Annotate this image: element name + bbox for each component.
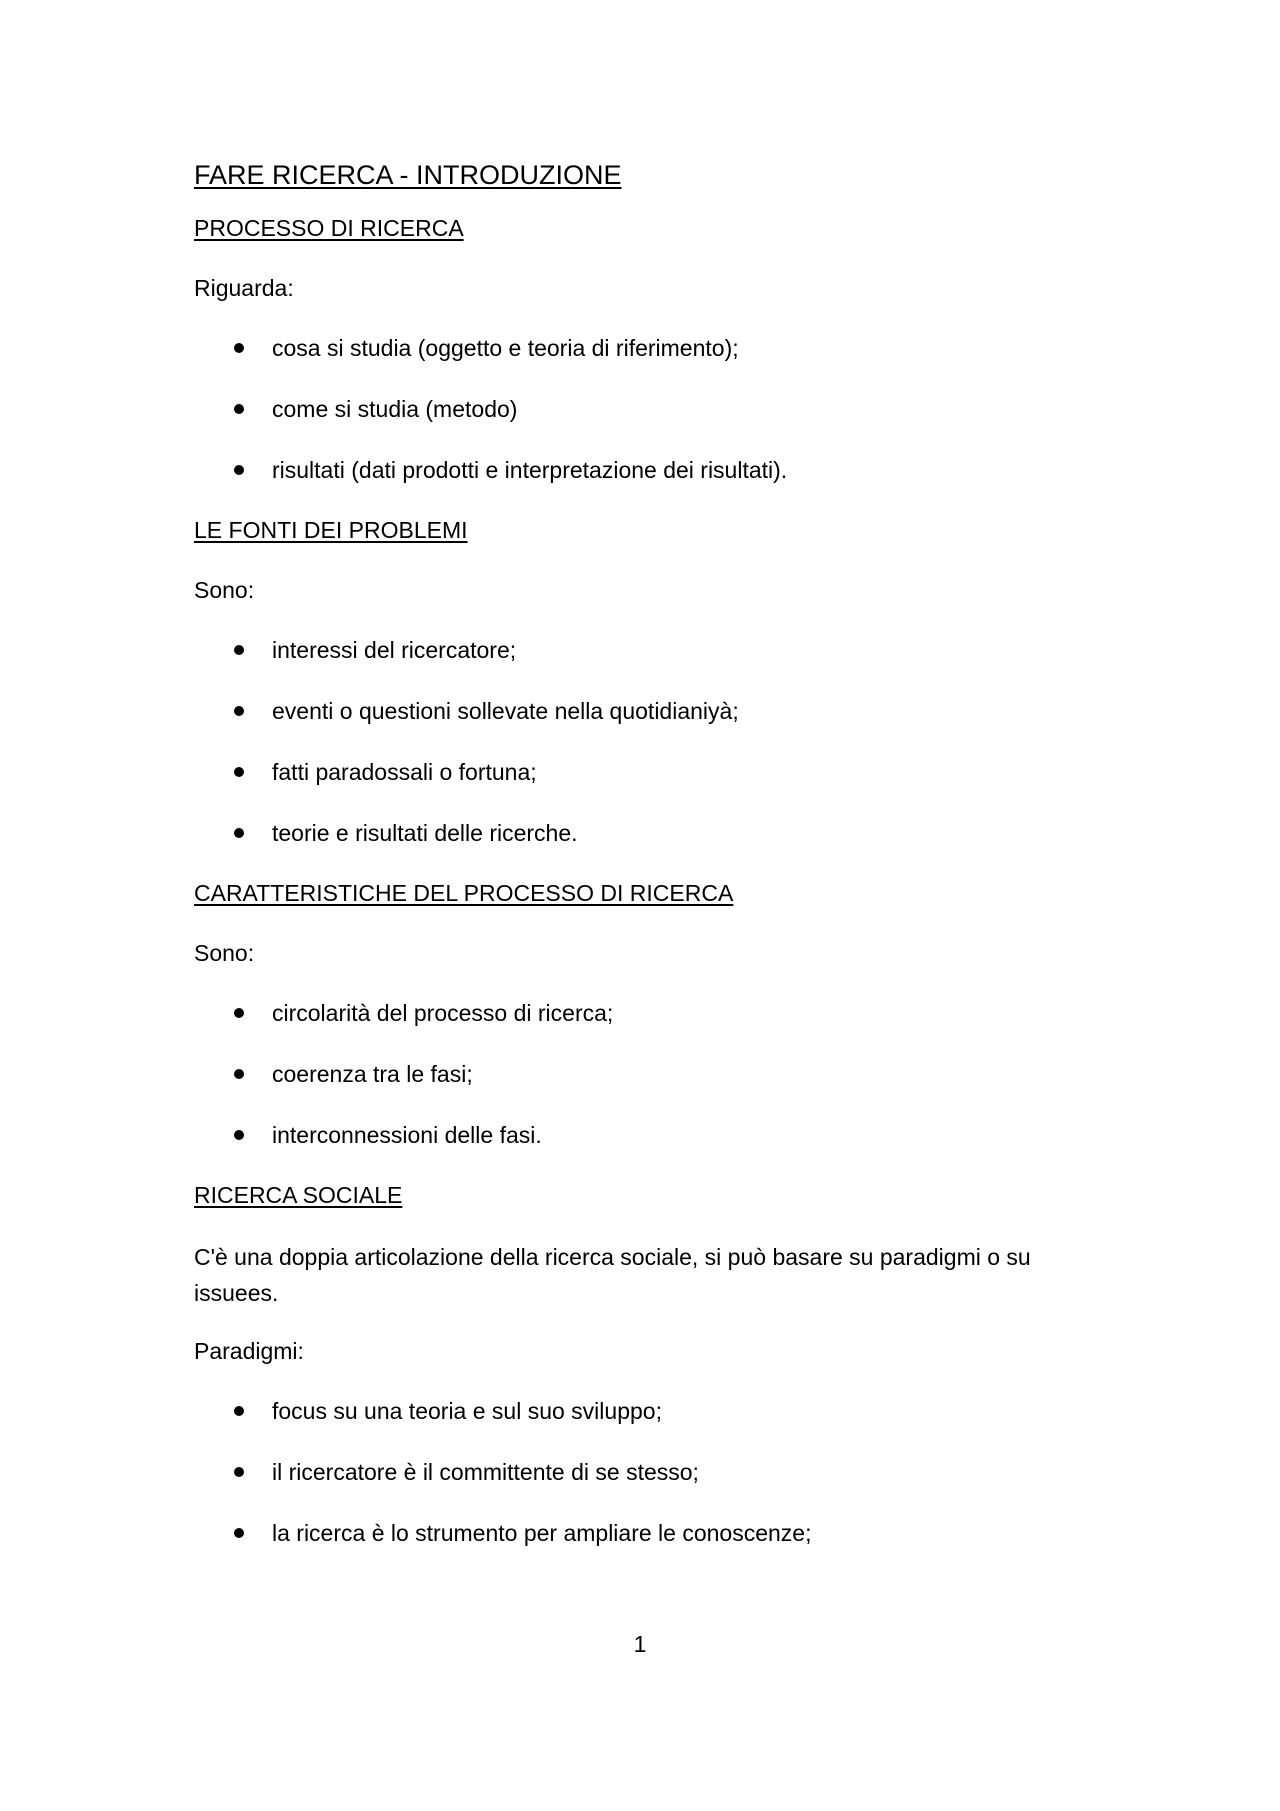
list-item bbox=[194, 1456, 1094, 1488]
page-number: 1 bbox=[633, 1631, 647, 1657]
bullet-icon bbox=[234, 767, 244, 777]
page-content bbox=[194, 156, 1094, 1577]
list-item bbox=[194, 997, 1094, 1029]
section-intro: Riguarda: bbox=[194, 275, 294, 301]
section-heading-processo-di-ricerca: PROCESSO DI RICERCA bbox=[194, 215, 464, 241]
list-item-text: la ricerca è lo strumento per ampliare le conoscenze; bbox=[272, 1520, 812, 1546]
list-item-text: cosa si studia (oggetto e teoria di riferimento); bbox=[272, 335, 739, 361]
list-item bbox=[194, 1058, 1094, 1090]
list-item-text: teorie e risultati delle ricerche. bbox=[272, 820, 578, 846]
list-item-text: circolarità del processo di ricerca; bbox=[272, 1000, 614, 1026]
list-item bbox=[194, 1517, 1094, 1549]
bullet-list bbox=[194, 332, 1094, 486]
list-item-text: il ricercatore è il committente di se stesso; bbox=[272, 1459, 699, 1485]
bullet-icon bbox=[234, 343, 244, 353]
list-item bbox=[194, 1119, 1094, 1151]
list-item bbox=[194, 695, 1094, 727]
document-title: FARE RICERCA - INTRODUZIONE bbox=[194, 160, 622, 190]
bullet-icon bbox=[234, 828, 244, 838]
bullet-icon bbox=[234, 1008, 244, 1018]
list-item-text: come si studia (metodo) bbox=[272, 396, 518, 422]
list-item-text: coerenza tra le fasi; bbox=[272, 1061, 473, 1087]
list-item-text: focus su una teoria e sul suo sviluppo; bbox=[272, 1398, 662, 1424]
list-item bbox=[194, 393, 1094, 425]
section-heading-ricerca-sociale: RICERCA SOCIALE bbox=[194, 1182, 403, 1208]
bullet-list bbox=[194, 1395, 1094, 1549]
bullet-list bbox=[194, 997, 1094, 1151]
bullet-icon bbox=[234, 706, 244, 716]
section-heading-fonti-dei-problemi: LE FONTI DEI PROBLEMI bbox=[194, 517, 468, 543]
bullet-icon bbox=[234, 1069, 244, 1079]
bullet-icon bbox=[234, 645, 244, 655]
list-item bbox=[194, 756, 1094, 788]
section-intro: Sono: bbox=[194, 577, 255, 603]
list-item-text: eventi o questioni sollevate nella quotidianiyà; bbox=[272, 698, 739, 724]
section-intro: Sono: bbox=[194, 940, 255, 966]
bullet-icon bbox=[234, 1528, 244, 1538]
list-item-text: fatti paradossali o fortuna; bbox=[272, 759, 537, 785]
list-item-text: risultati (dati prodotti e interpretazione dei risultati). bbox=[272, 457, 788, 483]
bullet-icon bbox=[234, 1130, 244, 1140]
list-item-text: interessi del ricercatore; bbox=[272, 637, 517, 663]
section-intro: Paradigmi: bbox=[194, 1338, 304, 1364]
bullet-icon bbox=[234, 404, 244, 414]
bullet-list bbox=[194, 634, 1094, 849]
list-item bbox=[194, 332, 1094, 364]
list-item-text: interconnessioni delle fasi. bbox=[272, 1122, 542, 1148]
list-item bbox=[194, 817, 1094, 849]
bullet-icon bbox=[234, 1467, 244, 1477]
list-item bbox=[194, 634, 1094, 666]
section-heading-caratteristiche: CARATTERISTICHE DEL PROCESSO DI RICERCA bbox=[194, 880, 734, 906]
bullet-icon bbox=[234, 465, 244, 475]
bullet-icon bbox=[234, 1406, 244, 1416]
list-item bbox=[194, 1395, 1094, 1427]
section-paragraph: C'è una doppia articolazione della ricerca sociale, si può basare su paradigmi o su issuees. bbox=[194, 1244, 1031, 1306]
list-item bbox=[194, 454, 1094, 486]
